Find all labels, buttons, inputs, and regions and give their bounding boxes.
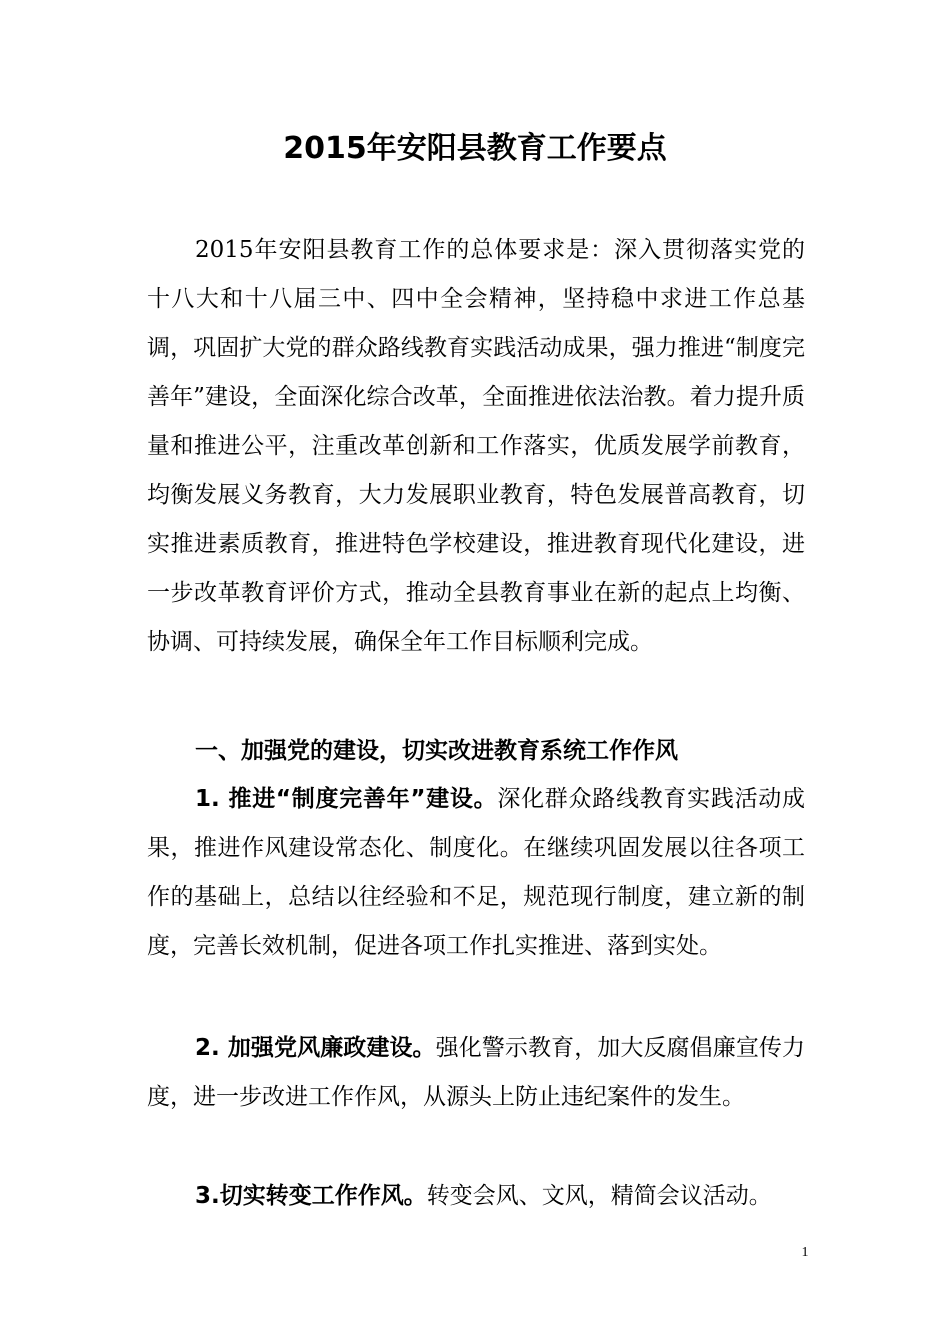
list-item	[147, 1172, 805, 1221]
item-lead: 2. 加强党风廉政建设。	[195, 1035, 436, 1061]
item-lead: 1. 推进“制度完善年”建设。	[195, 786, 498, 812]
list-item	[147, 1024, 805, 1122]
list-item	[147, 775, 805, 971]
document-title: 2015年安阳县教育工作要点	[283, 131, 667, 166]
page-number: 1	[801, 1245, 809, 1260]
item-text: 强化警示教育，加大反腐倡廉宣传力度，进一步改进工作作风，从源头上防止违纪案件的发生。	[147, 1035, 806, 1110]
item-text: 转变会风、文风，精简会议活动。	[426, 1183, 772, 1209]
item-lead: 3.切实转变工作作风。	[195, 1183, 427, 1209]
section-heading: 一、加强党的建设，切实改进教育系统工作作风	[195, 738, 678, 764]
item-text: 深化群众路线教育实践活动成果，推进作风建设常态化、制度化。在继续巩固发展以往各项工作的基础上，总结以往经验和不足，规范现行制度，建立新的制度，完善长效机制，促进各项工作扎实推进、落到实处。	[147, 786, 806, 959]
intro-paragraph: 2015年安阳县教育工作的总体要求是：深入贯彻落实党的十八大和十八届三中、四中全会精神，坚持稳中求进工作总基调，巩固扩大党的群众路线教育实践活动成果，强力推进“制度完善年”建设，全面深化综合改革，全面推进依法治教。着力提升质量和推进公平，注重改革创新和工作落实，优质发展学前教育，均衡发展义务教育，大力发展职业教育，特色发展普高教育，切实推进素质教育，推进特色学校建设，推进教育现代化建设，进一步改革教育评价方式，推动全县教育事业在新的起点上均衡、协调、可持续发展，确保全年工作目标顺利完成。	[147, 237, 805, 655]
